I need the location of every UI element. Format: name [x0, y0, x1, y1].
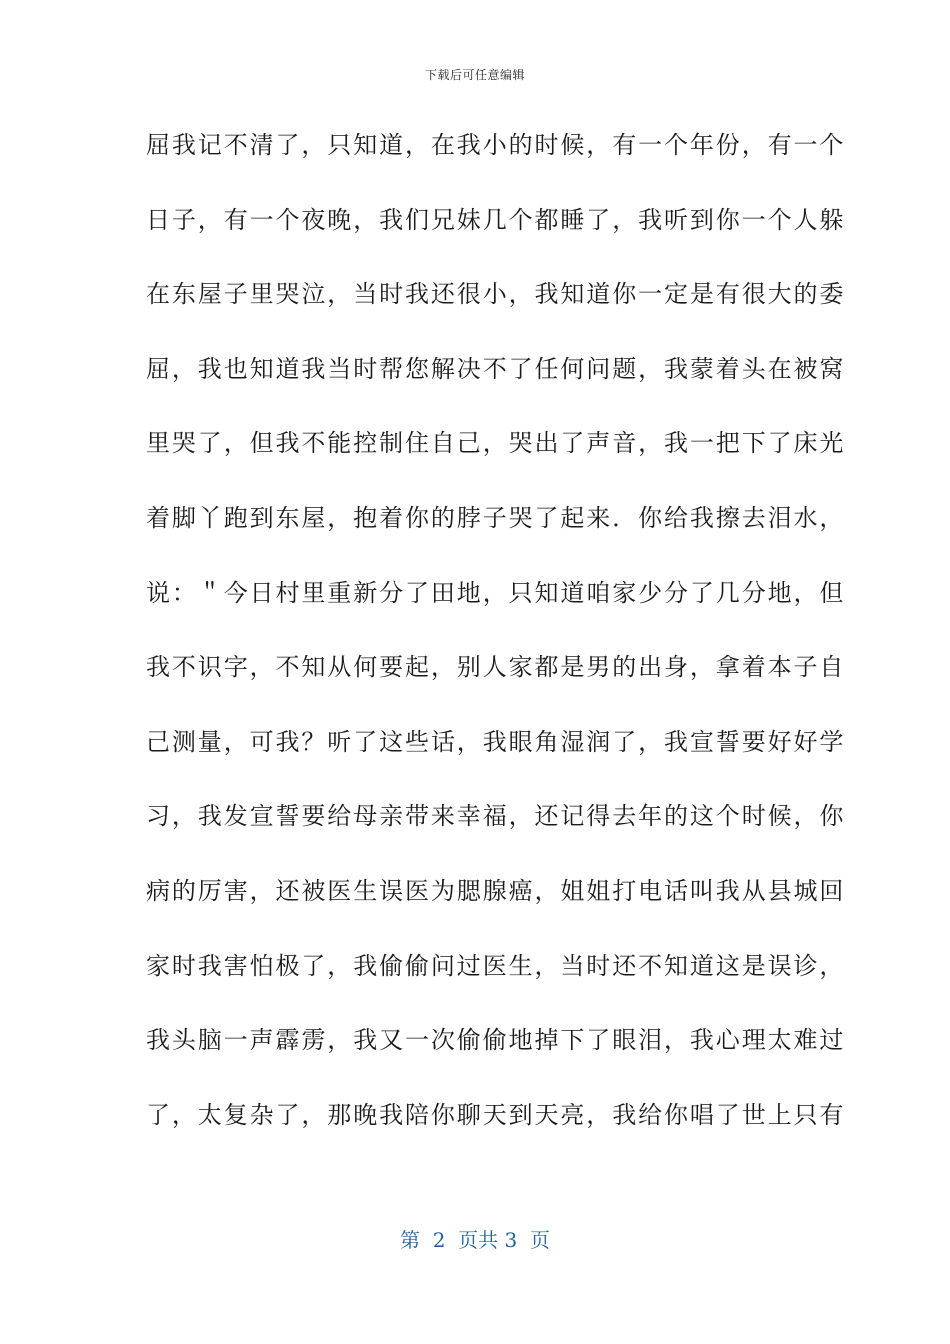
text-line: 我头脑一声霹雳，我又一次偷偷地掉下了眼泪，我心理太难过 [146, 1026, 846, 1055]
text-line: 里哭了，但我不能控制住自己，哭出了声音，我一把下了床光 [146, 429, 846, 458]
text-line: 日子，有一个夜晚，我们兄妹几个都睡了，我听到你一个人躲 [146, 205, 846, 234]
text-line: 了，太复杂了，那晚我陪你聊天到天亮，我给你唱了世上只有 [146, 1100, 846, 1129]
text-line: 习，我发宣誓要给母亲带来幸福，还记得去年的这个时候，你 [146, 802, 846, 831]
page-number-footer: 第 2 页共 3 页 [400, 1228, 550, 1252]
text-line: 屈，我也知道我当时帮您解决不了任何问题，我蒙着头在被窝 [146, 354, 846, 383]
text-line: 屈我记不清了，只知道，在我小的时候，有一个年份，有一个 [146, 131, 846, 159]
text-line: 在东屋子里哭泣，当时我还很小，我知道你一定是有很大的委 [146, 280, 846, 309]
text-line: 家时我害怕极了，我偷偷问过医生，当时还不知道这是误诊， [146, 951, 846, 980]
text-line: 我不识字，不知从何要起，别人家都是男的出身，拿着本子自 [146, 653, 846, 682]
text-line: 说：＂今日村里重新分了田地，只知道咱家少分了几分地，但 [146, 578, 846, 607]
text-line: 着脚丫跑到东屋，抱着你的脖子哭了起来．你给我擦去泪水， [146, 503, 846, 532]
page-header-note: 下载后可任意编辑 [424, 68, 525, 82]
document-body [146, 120, 846, 1164]
text-line: 病的厉害，还被医生误医为腮腺癌，姐姐打电话叫我从县城回 [146, 876, 846, 905]
text-line: 己测量，可我？听了这些话，我眼角湿润了，我宣誓要好好学 [146, 727, 846, 756]
